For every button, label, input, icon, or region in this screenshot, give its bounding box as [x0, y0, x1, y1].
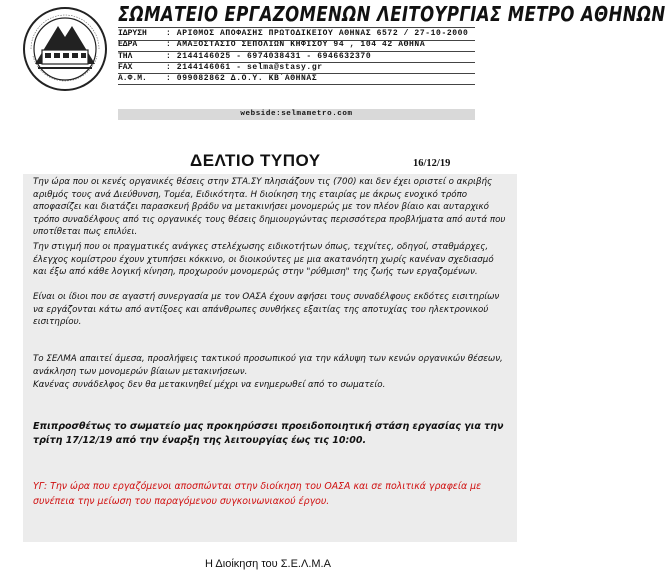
union-logo-icon	[22, 6, 108, 92]
info-row-fax	[118, 62, 478, 73]
signature: Η Διοίκηση του Σ.Ε.Λ.Μ.Α	[205, 558, 331, 570]
info-label: Α.Φ.Μ.	[118, 74, 147, 84]
info-row-founding	[118, 28, 478, 39]
divider	[118, 40, 475, 41]
paragraph-3: Είναι οι ίδιοι που σε αγαστή συνεργασία με τον ΟΑΣΑ έχουν αφήσει τους συναδέλφους εκδότες εισιτηρίων να εργάζονται κάτω από αντίξοες και απάνθρωπες συνθήκες εξαιτίας της αποτυχίας του ηλεκτρονικού εισιτηρίου.	[33, 292, 500, 328]
info-value: : ΑΜΑΞΟΣΤΑΣΙΟ ΣΕΠΟΛΙΩΝ ΚΗΦΙΣΟΥ 94 , 104 42 ΑΘΗΝΑ	[166, 40, 426, 50]
paragraph-2: Την στιγμή που οι πραγματικές ανάγκες στελέχωσης ειδικοτήτων όπως, τεχνίτες, οδηγοί, σταθμάρχες, έλεγχος κομίστρου έχουν χτυπήσει κόκκινο, οι διοικούντες με μια ακατανόητη χωρίς κανέναν σχεδιασμό και έξω από κάθε λογική κίνηση, προχωρούν μονομερώς στην "ρύθμιση" της ζωής των εργαζομένων.	[33, 242, 494, 278]
info-row-phone	[118, 51, 478, 62]
divider	[118, 51, 475, 52]
info-value: : 2144146025 - 6974038431 - 6946632370	[166, 51, 372, 61]
info-label: ΕΔΡΑ	[118, 40, 138, 50]
press-release-title: ΔΕΛΤΙΟ ΤΥΠΟΥ	[190, 151, 321, 170]
divider	[118, 84, 475, 85]
info-value: : 099082862 Δ.Ο.Υ. ΚΒ΄ΑΘΗΝΑΣ	[166, 74, 318, 84]
info-label: FAX	[118, 62, 133, 72]
divider	[118, 27, 475, 28]
paragraph-4a: Το ΣΕΛΜΑ απαιτεί άμεσα, προσλήψεις τακτικού προσωπικού για την κάλυψη των κενών οργανικών θέσεων, ανάκληση των μονομερών βίαιων μετακινήσεων.	[33, 354, 503, 377]
paragraph-4b: Κανένας συνάδελφος δεν θα μετακινηθεί μέχρι να ενημερωθεί από το σωματείο.	[33, 380, 386, 390]
info-value: : ΑΡΙΘΜΟΣ ΑΠΟΦΑΣΗΣ ΠΡΩΤΟΔΙΚΕΙΟΥ ΑΘΗΝΑΣ 6572 / 27-10-2000	[166, 29, 469, 38]
divider	[118, 62, 475, 63]
website-bar: webside:selmametro.com	[118, 109, 475, 120]
press-release-date: 16/12/19	[413, 158, 451, 169]
org-title: ΣΩΜΑΤΕΙΟ ΕΡΓΑΖΟΜΕΝΩΝ ΛΕΙΤΟΥΡΓΙΑΣ ΜΕΤΡΟ ΑΘΗΝΩΝ	[118, 2, 666, 26]
info-label: ΤΗΛ	[118, 51, 133, 61]
divider	[118, 73, 475, 74]
strike-announcement: Επιπροσθέτως το σωματείο μας προκηρύσσει προειδοποιητική στάση εργασίας για την τρίτη 17/12/19 από την έναρξη της λειτουργίας έως τις 10:00.	[33, 421, 504, 446]
info-label: ΙΔΡΥΣΗ	[118, 29, 147, 38]
info-value: : 2144146061 - selma@stasy.gr	[166, 62, 323, 72]
contact-info	[118, 28, 478, 84]
postscript-note: ΥΓ: Την ώρα που εργαζόμενοι αποσπώνται στην διοίκηση του ΟΑΣΑ και σε πολιτικά γραφεία με συνέπεια την μείωση του παραγόμενου συγκοινωνιακού έργου.	[33, 481, 482, 507]
paragraph-1: Την ώρα που οι κενές οργανικές θέσεις στην ΣΤΑ.ΣΥ πλησιάζουν τις (700) και δεν έχει οριστεί ο ακριβής αριθμός τους ανά Διεύθυνση, Τομέα, Ειδικότητα. Η διοίκηση της εταιρίας με άκρως ενοχικό τρόπο αποφασίζει και διατάζει παρασκευή βράδυ να μετακινήσει μονομερώς με τον πλέον βίαιο και αυταρχικό τρόπο συναδέλφους από τις οργανικές τους θέσεις δημιουργώντας περισσότερα προβλήματα από αυτά που υποτίθεται πως επιλύει.	[33, 177, 506, 238]
info-row-tax	[118, 73, 478, 84]
